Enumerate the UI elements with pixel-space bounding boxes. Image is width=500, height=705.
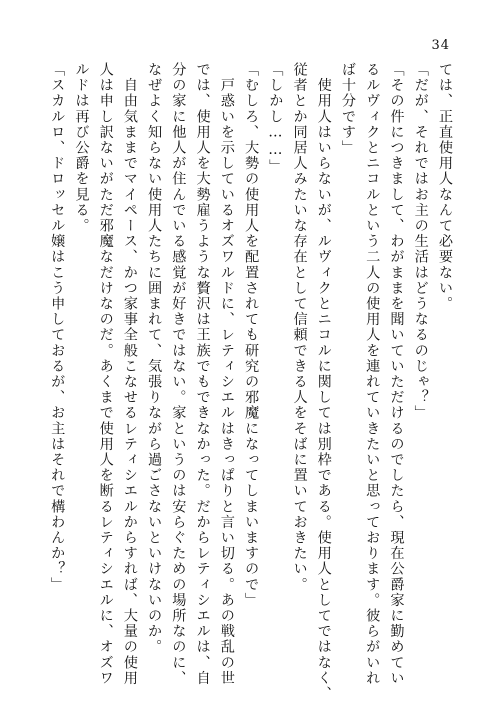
text-line-9: 「むしろ、大勢の使用人を配置されても研究の邪魔になってしまいますので」 <box>243 62 260 608</box>
vertical-text-body <box>49 62 453 702</box>
text-line-14: 自由気ままでマイペース、かつ家事全般こなせるレティシエルからすれば、大量の使用 <box>121 62 138 686</box>
text-line-1: ては、正直使用人なんて必要ない。 <box>436 62 453 312</box>
text-line-4: るルヴィクとニコルという二人の使用人を連れていきたいと思っております。彼らがいれ <box>364 62 381 686</box>
text-line-10: 戸惑いを示しているオズワルドに、レティシエルはきっぱりと言い切る。あの戦乱の世 <box>218 62 235 686</box>
text-line-12: 分の家に他人が住んでいる感覚が好きではない。家というのは安らぐための場所なのに、 <box>170 62 187 686</box>
text-line-11: では、使用人を大勢雇うような贅沢は王族でもできなかった。だからレティシエルは、自 <box>194 62 211 686</box>
text-line-3: 「その件につきまして、わがままを聞いていただけるのでしたら、現在公爵家に勤めてい <box>388 62 405 686</box>
text-line-13: なぜよく知らない使用人たちに囲まれて、気張りながら過ごさないといけないのか。 <box>146 62 163 655</box>
text-line-17: 「スカルロ、ドロッセル嬢はこう申しておるが、お主はそれで構わんか？」 <box>49 62 66 593</box>
page-number: 34 <box>431 38 450 53</box>
text-line-2: 「だが、それではお主の生活はどうなるのじゃ？」 <box>412 62 429 421</box>
text-line-16: ルドは再び公爵を見る。 <box>73 62 90 234</box>
text-line-6: 使用人はいらないが、ルヴィクとニコルに関しては別枠である。使用人としてではなく、 <box>315 62 332 702</box>
text-line-5: ば十分です」 <box>340 62 357 156</box>
text-line-15: 人は申し訳ないがただ邪魔なだけなのだ。あくまで使用人を断るレティシエルに、オズワ <box>97 62 114 686</box>
text-line-8: 「しかし……」 <box>267 62 284 175</box>
text-line-7: 従者とか同居人みたいな存在として信頼できる人をそばに置いておきたい。 <box>291 62 308 593</box>
